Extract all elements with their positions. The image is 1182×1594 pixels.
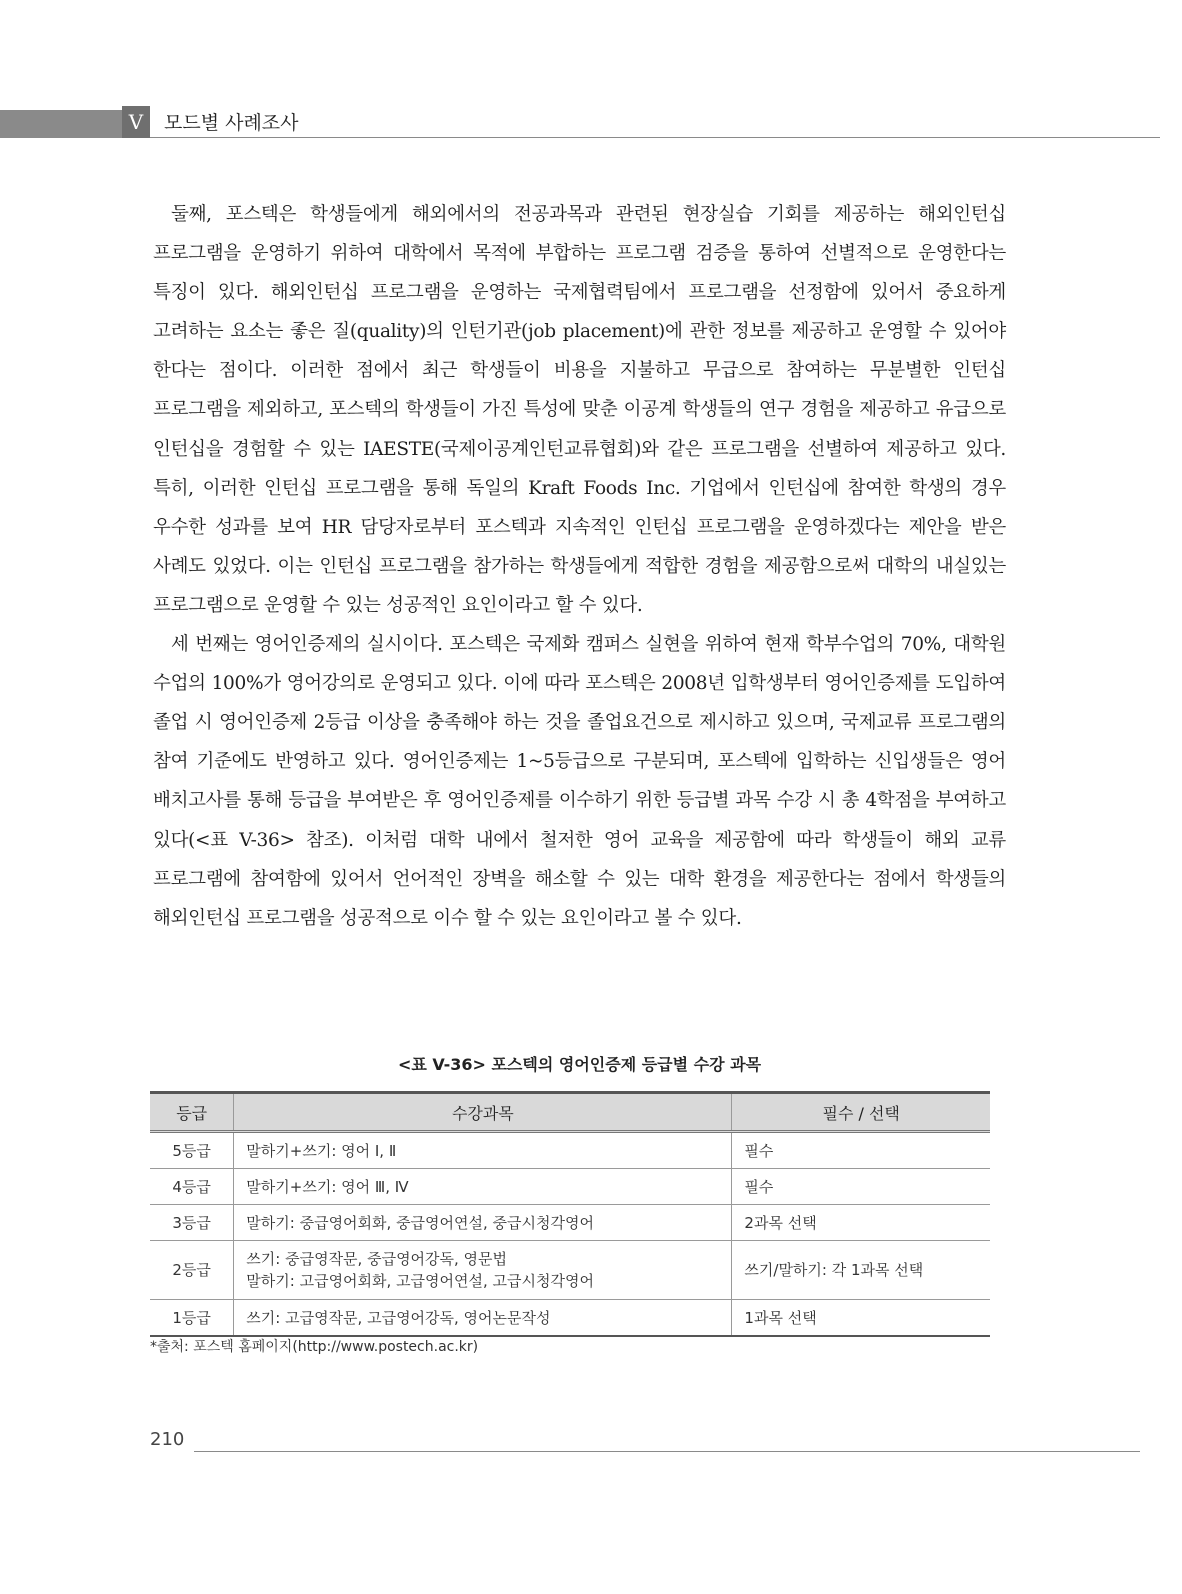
grade-cell: 1등급 — [150, 1300, 234, 1337]
table-header-row — [150, 1093, 990, 1132]
header-band — [0, 110, 122, 138]
chapter-title: 모드별 사례조사 — [164, 112, 299, 134]
requirement-cell: 1과목 선택 — [732, 1300, 990, 1337]
course-line: 쓰기: 중급영작문, 중급영어강독, 영문법 — [246, 1250, 508, 1268]
course-line: 쓰기: 고급영작문, 고급영어강독, 영어논문작성 — [246, 1308, 551, 1327]
table-row — [150, 1241, 990, 1300]
paragraph: 둘째, 포스텍은 학생들에게 해외에서의 전공과목과 관련된 현장실습 기회를 제공하는 해외인턴십 프로그램을 운영하기 위하여 대학에서 목적에 부합하는 프로그램 검증을 통하여 선별적으로 운영한다는 특징이 있다. 해외인턴십 프로그램을 운영하는 국제협력팀에서 프로그램을 선정함에 있어서 중요하게 고려하는 요소는 좋은 질(quality)의 인턴기관(job placement)에 관한 정보를 제공하고 운영할 수 있어야 한다는 점이다. 이러한 점에서 최근 학생들이 비용을 지불하고 무급으로 참여하는 무분별한 인턴십 프로그램을 제외하고, 포스텍의 학생들이 가진 특성에 맞춘 이공계 학생들의 연구 경험을 제공하고 유급으로 인턴십을 경험할 수 있는 IAESTE(국제이공계인턴교류협회)와 같은 프로그램을 선별하여 제공하고 있다. 특히, 이러한 인턴십 프로그램을 통해 독일의 Kraft Foods Inc. 기업에서 인턴십에 참여한 학생의 경우 우수한 성과를 보여 HR 담당자로부터 포스텍과 지속적인 인턴십 프로그램을 운영하겠다는 제안을 받은 사례도 있었다. 이는 인턴십 프로그램을 참가하는 학생들에게 적합한 경험을 제공함으로써 대학의 내실있는 프로그램으로 운영할 수 있는 성공적인 요인이라고 할 수 있다. — [153, 204, 1006, 616]
grade-cell: 5등급 — [150, 1132, 234, 1169]
table-row — [150, 1132, 990, 1169]
table-caption: <표 V-36> 포스텍의 영어인증제 등급별 수강 과목 — [397, 1055, 762, 1074]
footer-rule — [194, 1451, 1140, 1452]
course-cell — [234, 1205, 732, 1241]
course-line: 말하기: 고급영어회화, 고급영어연설, 고급시청각영어 — [246, 1272, 594, 1290]
page-number: 210 — [150, 1429, 185, 1450]
table-row — [150, 1169, 990, 1205]
table-row — [150, 1205, 990, 1241]
requirement-cell: 필수 — [732, 1132, 990, 1169]
grade-cell: 4등급 — [150, 1169, 234, 1205]
column-header-requirement: 필수 / 선택 — [732, 1093, 990, 1132]
grade-cell: 3등급 — [150, 1205, 234, 1241]
grade-table — [150, 1091, 990, 1337]
column-header-grade: 등급 — [150, 1093, 234, 1132]
chapter-badge: V — [122, 106, 150, 138]
table-source-note: *출처: 포스텍 홈페이지(http://www.postech.ac.kr) — [150, 1339, 479, 1355]
course-line: 말하기+쓰기: 영어 Ⅲ, Ⅳ — [246, 1177, 409, 1196]
body-text — [153, 195, 1006, 938]
requirement-cell: 2과목 선택 — [732, 1205, 990, 1241]
course-line: 말하기: 중급영어회화, 중급영어연설, 중급시청각영어 — [246, 1213, 594, 1232]
course-cell — [234, 1132, 732, 1169]
grade-cell: 2등급 — [150, 1241, 234, 1300]
requirement-cell: 필수 — [732, 1169, 990, 1205]
requirement-cell: 쓰기/말하기: 각 1과목 선택 — [732, 1241, 990, 1300]
table-row — [150, 1300, 990, 1337]
paragraph: 세 번째는 영어인증제의 실시이다. 포스텍은 국제화 캠퍼스 실현을 위하여 현재 학부수업의 70%, 대학원 수업의 100%가 영어강의로 운영되고 있다. 이에 따라 포스텍은 2008년 입학생부터 영어인증제를 도입하여 졸업 시 영어인증제 2등급 이상을 충족해야 하는 것을 졸업요건으로 제시하고 있으며, 국제교류 프로그램의 참여 기준에도 반영하고 있다. 영어인증제는 1~5등급으로 구분되며, 포스텍에 입학하는 신입생들은 영어 배치고사를 통해 등급을 부여받은 후 영어인증제를 이수하기 위한 등급별 과목 수강 시 총 4학점을 부여하고 있다(<표 V-36> 참조). 이처럼 대학 내에서 철저한 영어 교육을 제공함에 따라 학생들이 해외 교류 프로그램에 참여함에 있어서 언어적인 장벽을 해소할 수 있는 대학 환경을 제공한다는 점에서 학생들의 해외인턴십 프로그램을 성공적으로 이수 할 수 있는 요인이라고 볼 수 있다. — [153, 634, 1006, 929]
course-cell — [234, 1241, 732, 1300]
course-cell — [234, 1300, 732, 1337]
course-line: 말하기+쓰기: 영어 Ⅰ, Ⅱ — [246, 1141, 397, 1160]
course-cell — [234, 1169, 732, 1205]
header-rule — [0, 137, 1160, 138]
column-header-course: 수강과목 — [234, 1093, 732, 1132]
